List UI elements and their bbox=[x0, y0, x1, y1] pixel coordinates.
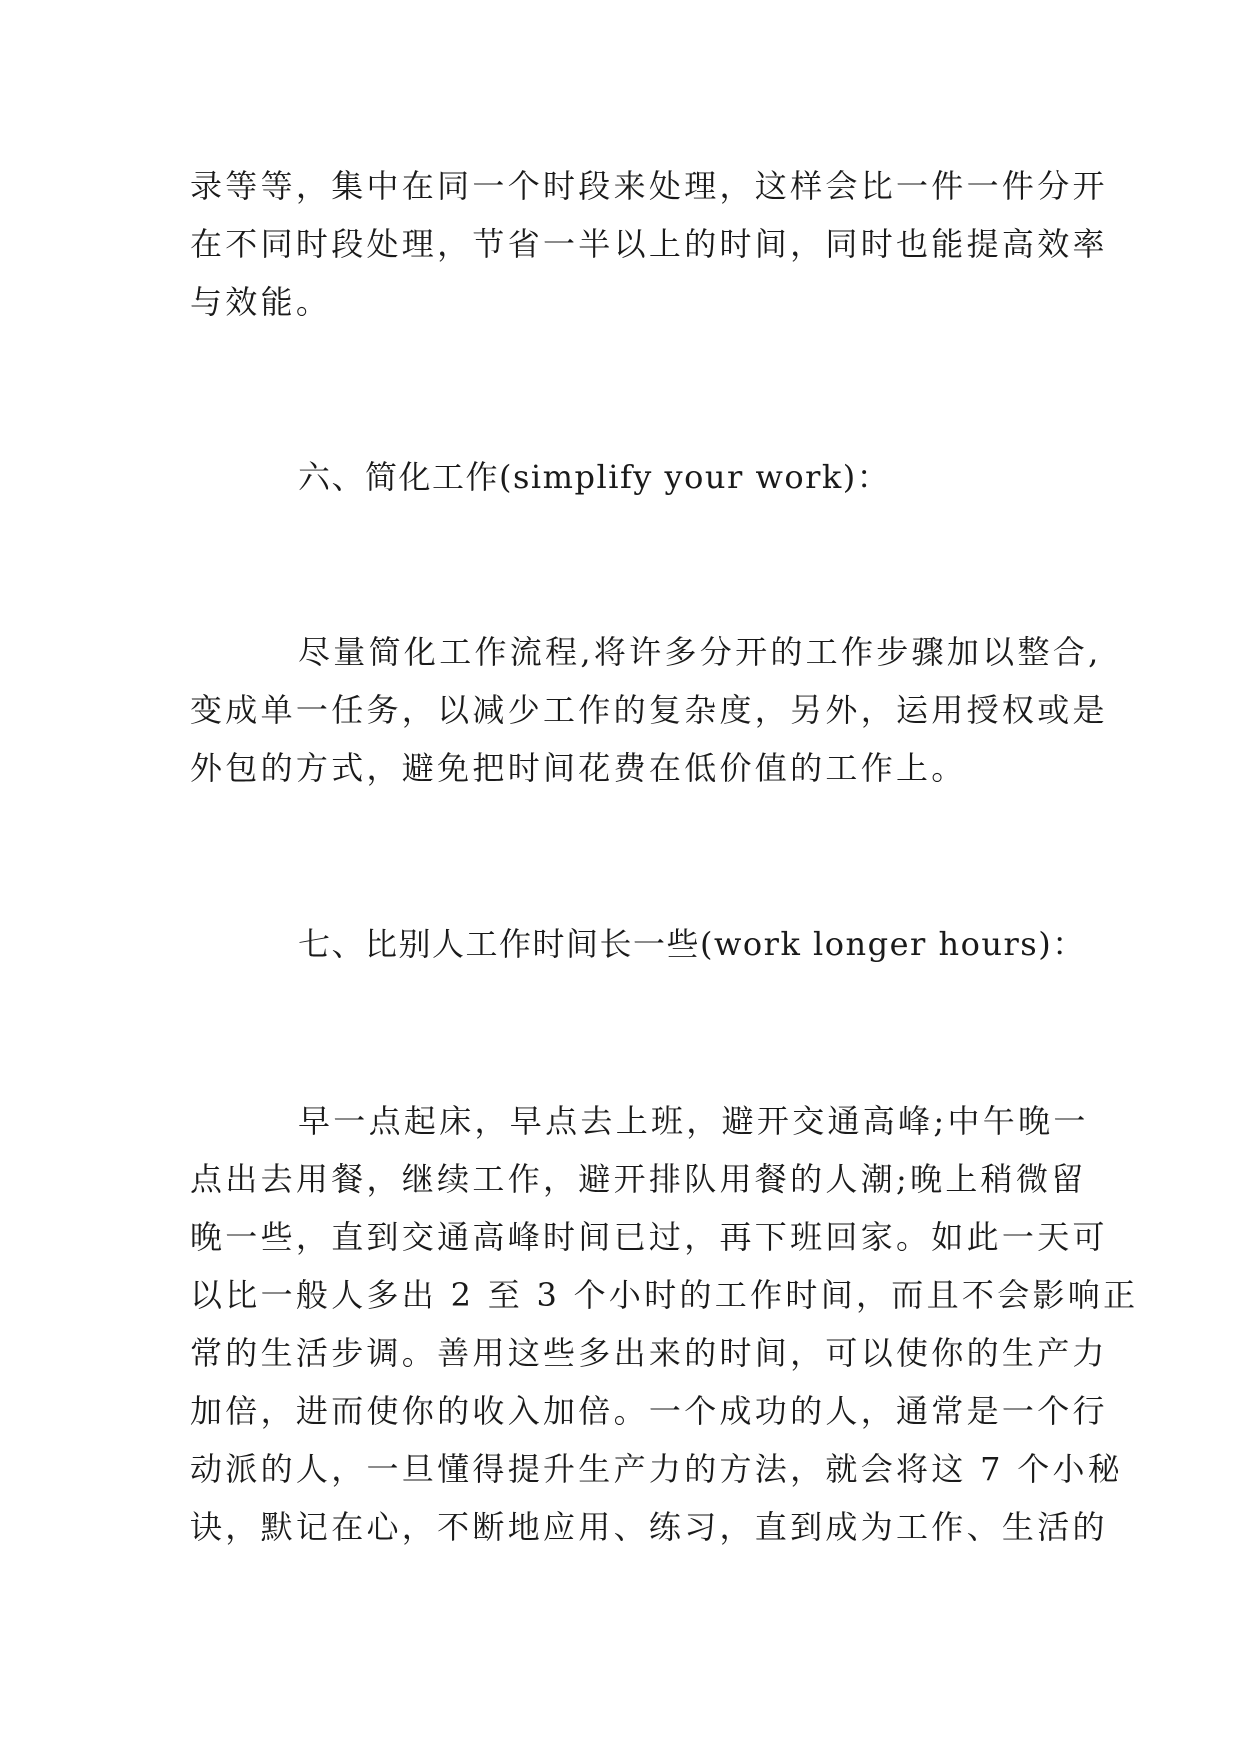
text-line: 在不同时段处理，节省一半以上的时间，同时也能提高效率 bbox=[190, 225, 1108, 263]
text-line: 诀，默记在心，不断地应用、练习，直到成为工作、生活的 bbox=[190, 1508, 1108, 1546]
text-line: 常的生活步调。善用这些多出来的时间，可以使你的生产力 bbox=[190, 1334, 1108, 1372]
text-line: 动派的人，一旦懂得提升生产力的方法，就会将这 7 个小秘 bbox=[190, 1450, 1124, 1488]
section-heading-simplify-work: 六、简化工作(simplify your work)： bbox=[298, 458, 891, 496]
paragraph-batch-processing bbox=[190, 157, 1108, 331]
text-line: 外包的方式，避免把时间花费在低价值的工作上。 bbox=[190, 749, 967, 787]
text-line: 以比一般人多出 2 至 3 个小时的工作时间，而且不会影响正 bbox=[190, 1276, 1139, 1314]
section-heading-work-longer-hours: 七、比别人工作时间长一些(work longer hours)： bbox=[298, 925, 1086, 963]
text-line: 点出去用餐，继续工作，避开排队用餐的人潮;晚上稍微留 bbox=[190, 1160, 1087, 1198]
text-line: 变成单一任务，以减少工作的复杂度，另外，运用授权或是 bbox=[190, 691, 1108, 729]
text-line: 与效能。 bbox=[190, 283, 332, 321]
text-line: 加倍，进而使你的收入加倍。一个成功的人，通常是一个行 bbox=[190, 1392, 1108, 1430]
text-line: 录等等，集中在同一个时段来处理，这样会比一件一件分开 bbox=[190, 167, 1108, 205]
text-line: 尽量简化工作流程,将许多分开的工作步骤加以整合, bbox=[298, 633, 1102, 671]
text-line: 晚一些，直到交通高峰时间已过，再下班回家。如此一天可 bbox=[190, 1218, 1108, 1256]
paragraph-simplify-work bbox=[190, 623, 1108, 797]
text-line: 早一点起床，早点去上班，避开交通高峰;中午晚一 bbox=[298, 1102, 1089, 1140]
paragraph-work-longer-hours bbox=[190, 1092, 1139, 1556]
